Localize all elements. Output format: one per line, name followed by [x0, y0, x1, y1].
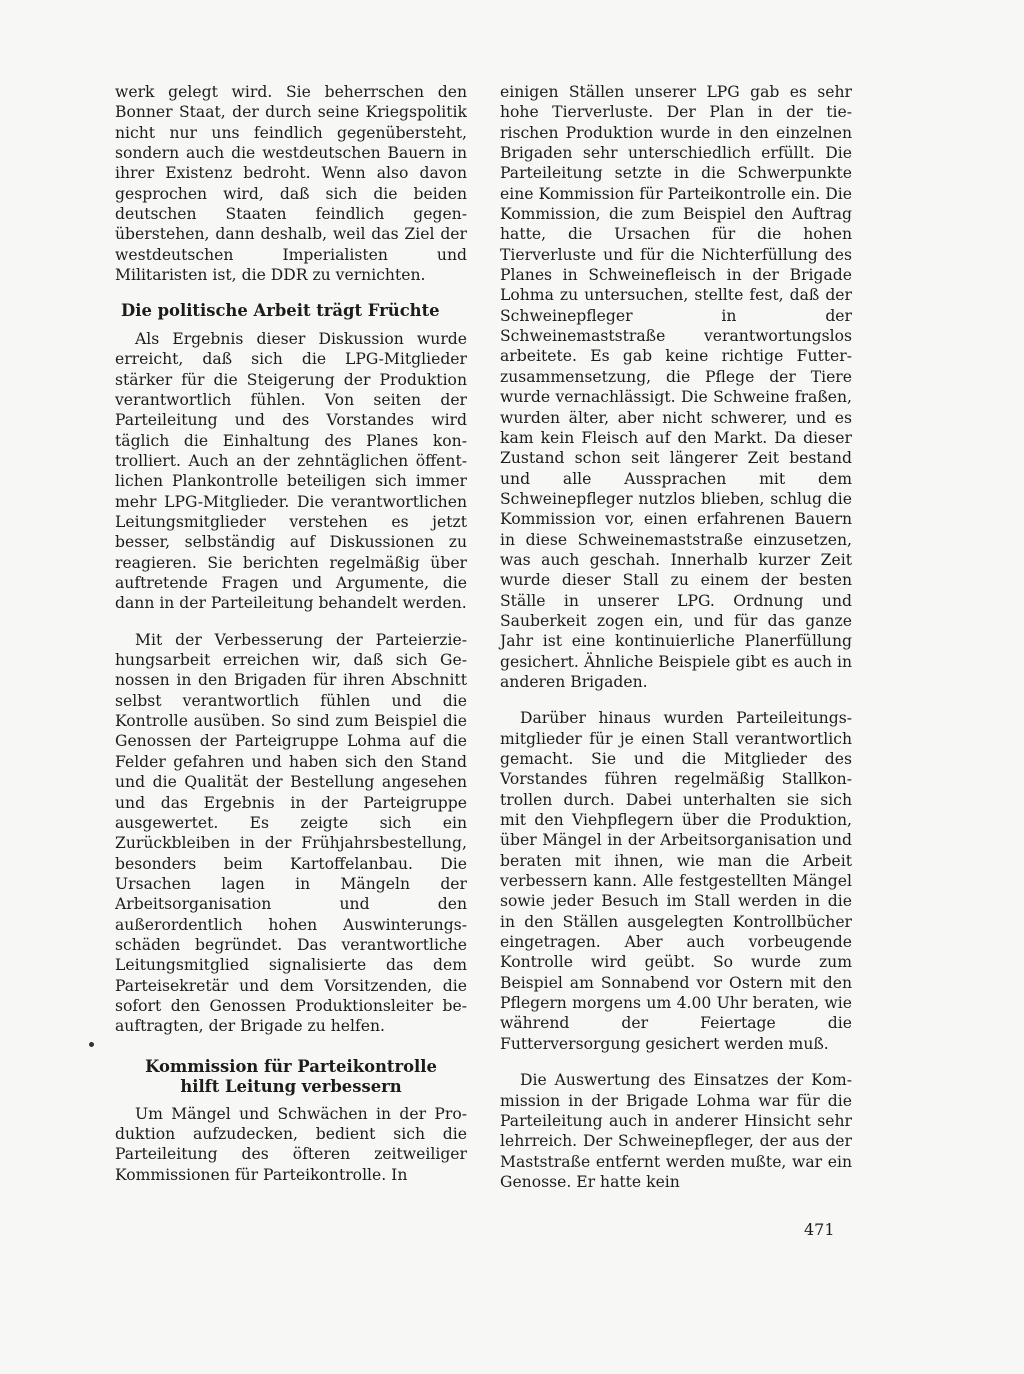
heading-line: Kommission für Parteikontrolle: [145, 1056, 437, 1076]
paragraph: Darüber hinaus wurden Parteileitungsmitglieder für je einen Stall verantwortlich gemacht. Sie und die Mitglieder des Vorstandes führen regelmäßig Stallkontrollen durch. Dabei unterhalten sie sich mit den Viehpflegern über die Produktion, über Mängel in der Arbeitsorganisation und beraten mit ihnen, wie man die Arbeit verbessern kann. Alle festgestellten Mängel sowie jeder Besuch im Stall werden in die in den Ställen ausgelegten Kontrollbücher eingetragen. Aber auch vorbeugende Kontrolle wird geübt. So wurde zum Beispiel am Sonnabend vor Ostern mit den Pflegern morgens um 4.00 Uhr beraten, wie während der Feiertage die Futterversorgung gesichert werden muß.: [500, 709, 852, 1053]
page-number: 471: [804, 1220, 835, 1239]
paragraph: Die Auswertung des Einsatzes der Kommission in der Brigade Lohma war für die Parteileitung auch in anderer Hinsicht sehr lehrreich. Der Schweinepfleger, der aus der Maststraße entfernt werden mußte, war ein Genosse. Er hatte kein: [500, 1071, 852, 1191]
paragraph: einigen Ställen unserer LPG gab es sehr hohe Tierverluste. Der Plan in der tierischen Produktion wurde in den einzelnen Brigaden sehr unterschiedlich erfüllt. Die Parteileitung setzte in die Schwerpunkte eine Kommission für Parteikontrolle ein. Die Kommission, die zum Beispiel den Auftrag hatte, die Ursachen für die hohen Tierverluste und für die Nichterfüllung des Planes in Schweinefleisch in der Brigade Lohma zu untersuchen, stellte fest, daß der Schweinepfleger in der Schweinemaststraße verantwortungslos arbeitete. Es gab keine richtige Futterzusammensetzung, die Pflege der Tiere wurde vernachlässigt. Die Schweine fraßen, wurden älter, aber nicht schwerer, und es kam kein Fleisch auf den Markt. Da dieser Zustand schon seit längerer Zeit bestand und alle Aussprachen mit dem Schweinepfleger nutzlos blieben, schlug die Kommission vor, einen erfahrenen Bauern in diese Schweinemaststraße einzusetzen, was auch geschah. Innerhalb kurzer Zeit wurde dieser Stall zu einem der besten Ställe in unserer LPG. Ordnung und Sauberkeit zogen ein, und für das ganze Jahr ist eine kontinuierliche Planerfüllung gesichert. Ähnliche Beispiele gibt es auch in anderen Brigaden.: [500, 83, 852, 691]
paragraph: Mit der Verbesserung der Parteierziehungsarbeit erreichen wir, daß sich Genossen in den Brigaden für ihren Abschnitt selbst verantwortlich fühlen und die Kontrolle ausüben. So sind zum Beispiel die Genossen der Parteigruppe Lohma auf die Felder gefahren und haben sich den Stand und die Qualität der Bestellung angesehen und das Ergebnis in der Parteigruppe ausgewertet. Es zeigte sich ein Zurückbleiben in der Frühjahrsbestellung, besonders beim Kartoffelanbau. Die Ursachen lagen in Mängeln der Arbeitsorganisation und den außerordentlich hohen Auswinterungsschäden begründet. Das verantwortliche Leitungsmitglied signalisierte das dem Parteisekretär und dem Vorsitzenden, die sofort den Genossen Produktionsleiter beauftragten, der Brigade zu helfen.: [115, 630, 467, 1036]
section-heading: [115, 1057, 467, 1098]
paragraph: Als Ergebnis dieser Diskussion wurde erreicht, daß sich die LPG-Mitglieder stärker für die Steigerung der Produktion verantwortlich fühlen. Von seiten der Parteileitung und des Vorstandes wird täglich die Einhaltung des Planes kontrolliert. Auch an der zehntäglichen öffentlichen Plankontrolle beteiligen sich immer mehr LPG-Mitglieder. Die verantwortlichen Leitungsmitglieder verstehen es jetzt besser, selbständig auf Diskussionen zu reagieren. Sie berichten regelmäßig über auftretende Fragen und Argumente, die dann in der Parteileitung behandelt werden.: [115, 329, 467, 613]
heading-line: hilft Leitung verbessern: [180, 1077, 402, 1097]
paragraph: Um Mängel und Schwächen in der Produktion aufzudecken, bedient sich die Parteileitung des öfteren zeitweiliger Kommissionen für Parteikontrolle. In: [115, 1104, 467, 1184]
margin-mark: [89, 1042, 94, 1047]
section-heading: Die politische Arbeit trägt Früchte: [121, 301, 440, 321]
right-column: [500, 82, 852, 1192]
paragraph: werk gelegt wird. Sie beherrschen den Bonner Staat, der durch seine Kriegspolitik nicht nur uns feindlich gegenübersteht, sondern auch die westdeutschen Bauern in ihrer Existenz bedroht. Wenn also davon gesprochen wird, daß sich die beiden deutschen Staaten feindlich gegenüberstehen, dann deshalb, weil das Ziel der westdeutschen Imperialisten und Militaristen ist, die DDR zu vernichten.: [115, 83, 467, 285]
left-column: [115, 82, 467, 1185]
